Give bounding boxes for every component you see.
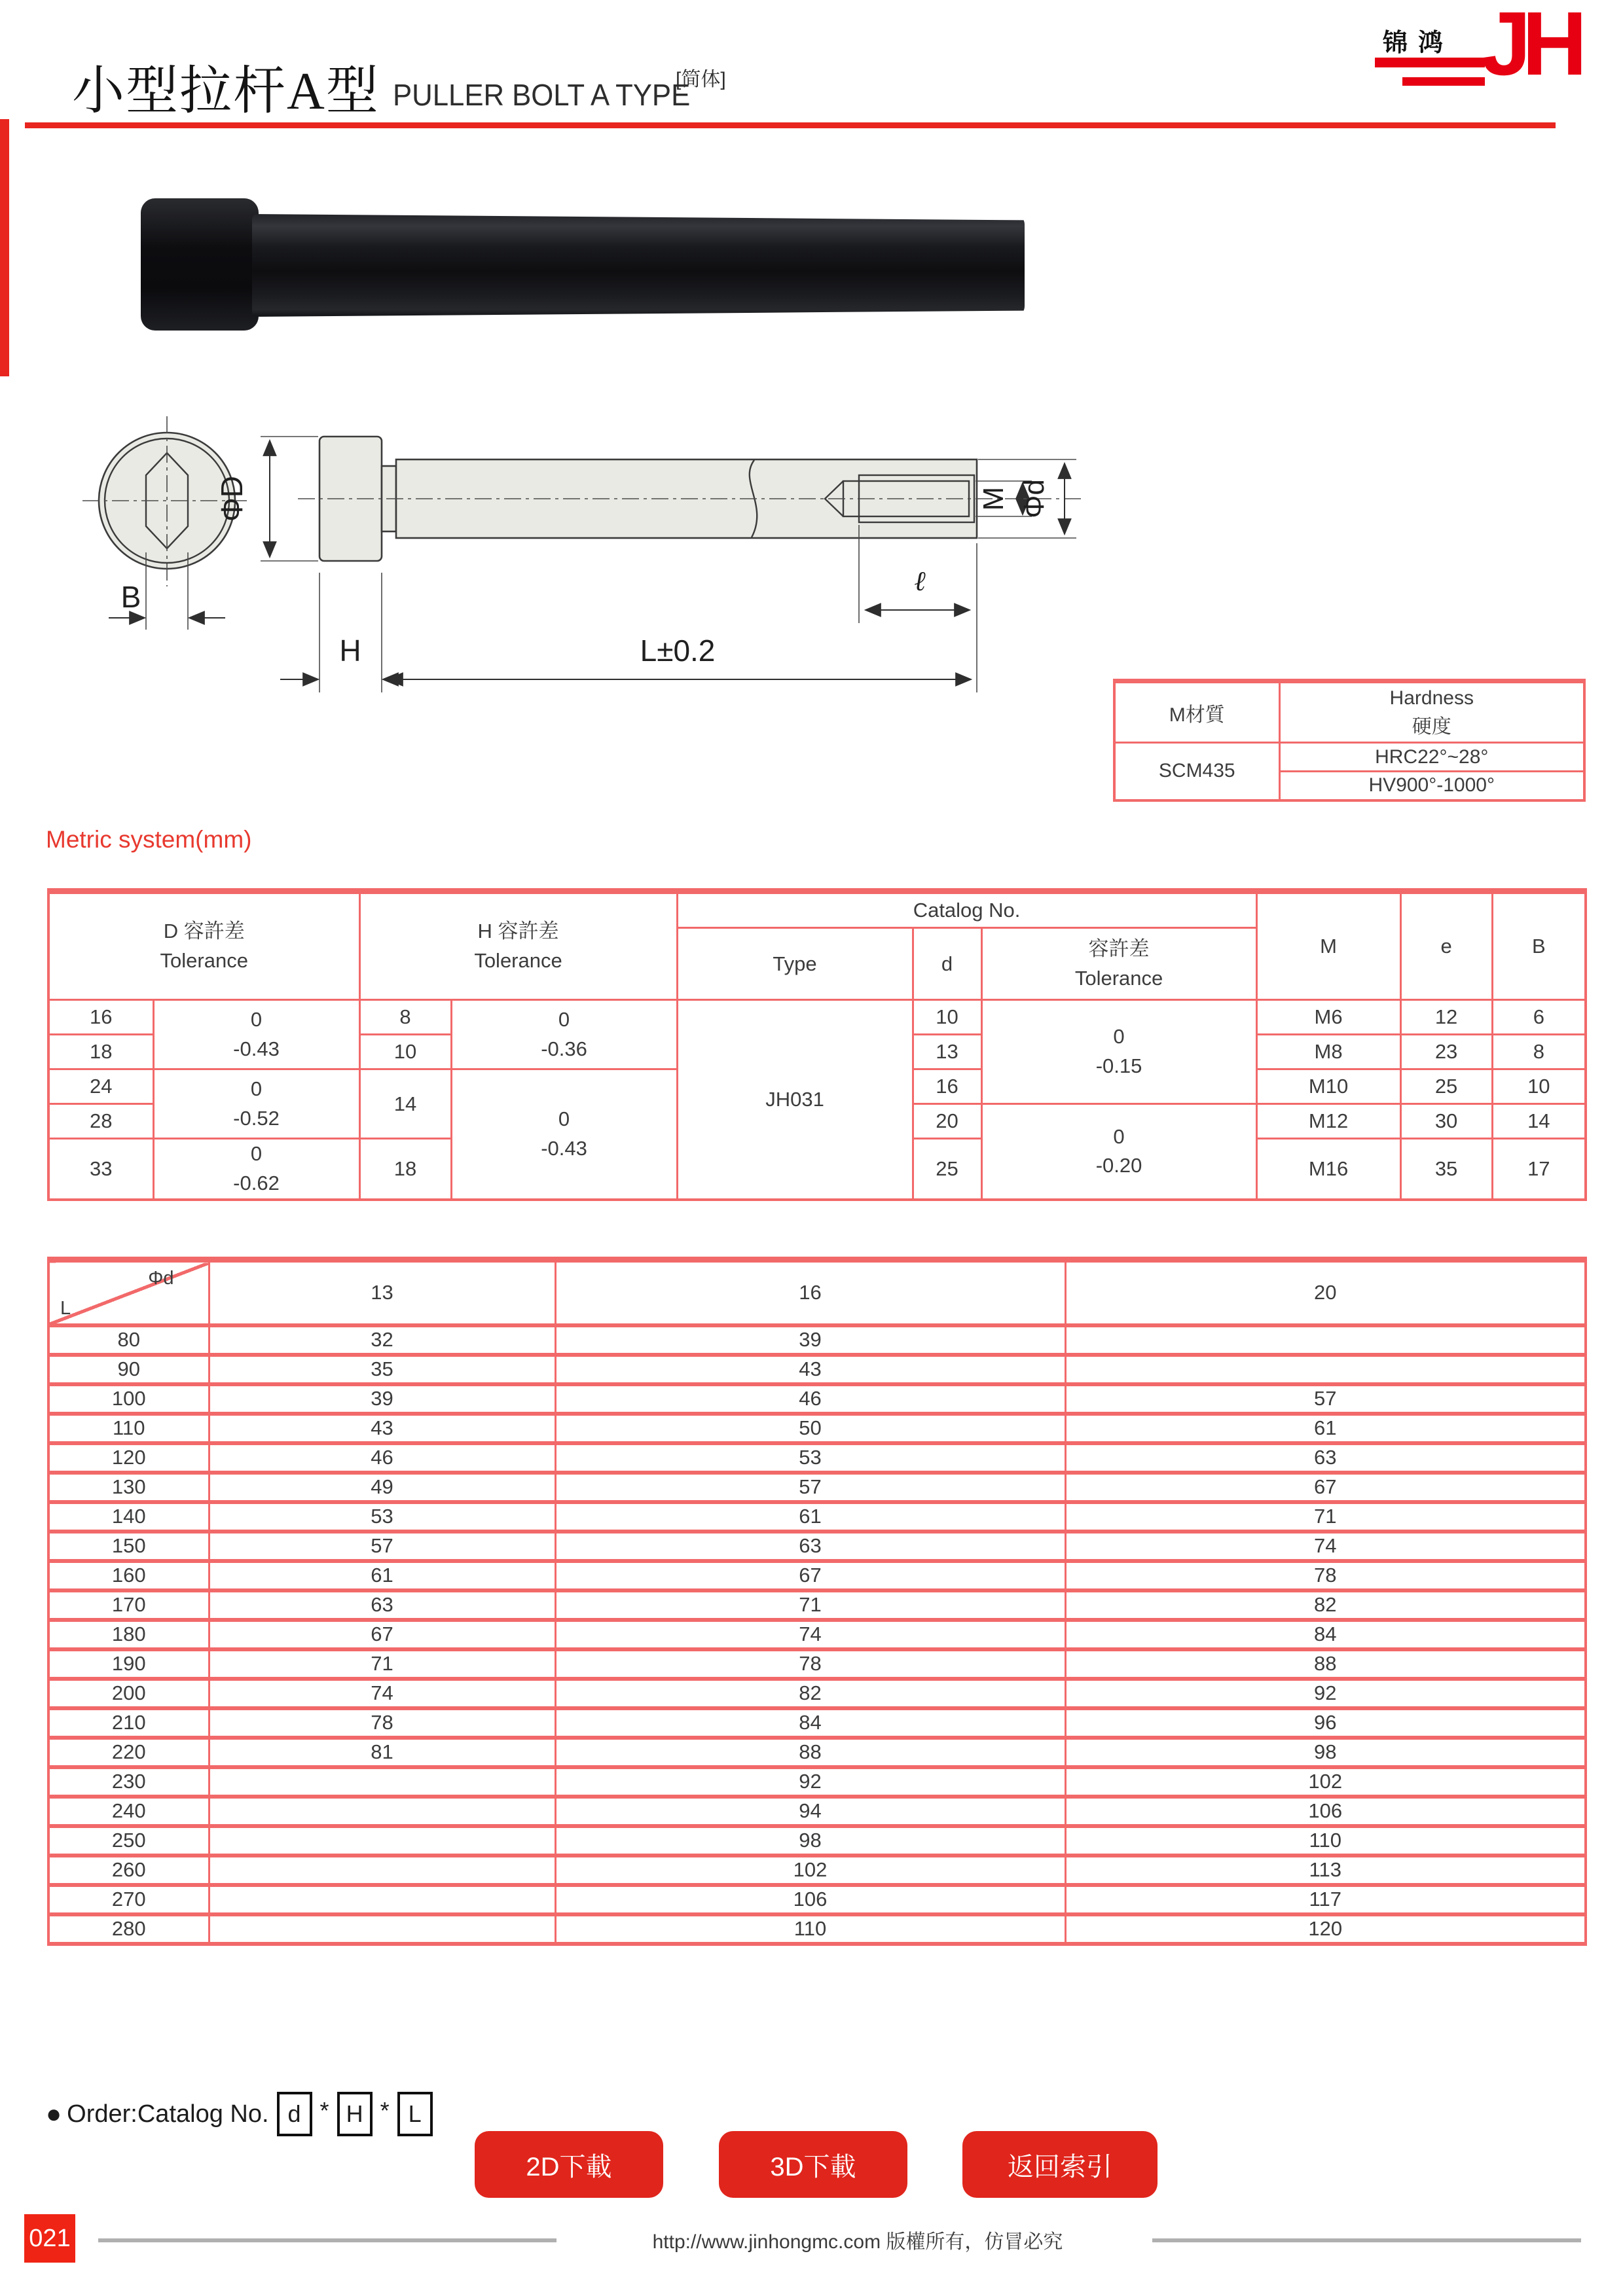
table-row <box>48 1502 1586 1532</box>
size-cell: 88 <box>1065 1649 1586 1679</box>
table-row: 16 0 -0.43 8 0 -0.36 JH031 10 0 -0.15 M6 12 6 <box>48 1000 1586 1035</box>
table-row <box>48 1708 1586 1738</box>
col-header-B: B <box>1492 891 1586 1000</box>
size-cell: 102 <box>1065 1767 1586 1797</box>
size-cell: 67 <box>555 1561 1065 1590</box>
footer-divider <box>98 2238 556 2242</box>
size-row-length: 280 <box>48 1914 209 1944</box>
col-header-type: Type <box>677 928 913 1000</box>
logo-stripe <box>1402 77 1485 86</box>
table-row <box>48 1443 1586 1473</box>
size-cell: 92 <box>1065 1679 1586 1708</box>
size-cell <box>1065 1355 1586 1384</box>
page-number-badge: 021 <box>24 2214 75 2263</box>
size-cell: 53 <box>209 1502 555 1532</box>
size-row-length: 130 <box>48 1473 209 1502</box>
hardness-header: Hardness 硬度 <box>1279 681 1584 743</box>
col-header-D-tolerance: D 容許差 Tolerance <box>48 891 359 1000</box>
size-cell: 88 <box>555 1738 1065 1767</box>
dim-label-B: B <box>120 580 141 614</box>
table-row <box>48 1384 1586 1414</box>
dim-label-H: H <box>339 634 361 668</box>
logo-stripe <box>1375 58 1485 67</box>
size-cell: 82 <box>555 1679 1065 1708</box>
size-cell: 117 <box>1065 1885 1586 1914</box>
size-cell: 106 <box>1065 1797 1586 1826</box>
size-cell: 57 <box>1065 1384 1586 1414</box>
size-row-length: 100 <box>48 1384 209 1414</box>
size-row-length: 190 <box>48 1649 209 1679</box>
size-table-body <box>48 1325 1586 1944</box>
dim-label-phid: Φd <box>1018 479 1050 518</box>
size-cell: 63 <box>1065 1443 1586 1473</box>
size-cell: 120 <box>1065 1914 1586 1944</box>
page-subtitle: PULLER BOLT A TYPE <box>393 78 691 112</box>
size-row-length: 240 <box>48 1797 209 1826</box>
order-code-L: L <box>397 2092 433 2136</box>
table-row: 18 10 13 M8 23 8 <box>48 1035 1586 1069</box>
size-row-length: 180 <box>48 1620 209 1649</box>
order-note: ● Order:Catalog No. d * H * L <box>46 2092 441 2136</box>
size-cell: 39 <box>209 1384 555 1414</box>
size-cell: 81 <box>209 1738 555 1767</box>
order-code-H: H <box>337 2092 373 2136</box>
size-row-length: 250 <box>48 1826 209 1856</box>
size-cell: 110 <box>1065 1826 1586 1856</box>
page-title: 小型拉杆A型 <box>72 63 380 120</box>
order-code-d: d <box>277 2092 312 2136</box>
size-row-length: 120 <box>48 1443 209 1473</box>
table-row <box>48 1826 1586 1856</box>
table-row <box>48 1620 1586 1649</box>
left-accent-bar <box>0 119 9 376</box>
col-header-H-tolerance: H 容許差 Tolerance <box>359 891 677 1000</box>
col-header-d-tolerance: 容許差 Tolerance <box>981 928 1256 1000</box>
size-cell: 78 <box>555 1649 1065 1679</box>
side-view <box>215 437 1082 692</box>
metric-system-label: Metric system(mm) <box>46 826 252 853</box>
size-cell: 92 <box>555 1767 1065 1797</box>
order-label: Order:Catalog No. <box>67 2100 269 2128</box>
edition-tag: [简体] <box>676 69 726 90</box>
back-to-index-button[interactable]: 返回索引 <box>962 2131 1158 2198</box>
size-cell <box>209 1797 555 1826</box>
size-row-length: 170 <box>48 1590 209 1620</box>
size-cell: 78 <box>209 1708 555 1738</box>
hardness-value: HRC22°~28° <box>1279 743 1584 772</box>
table-row <box>48 1649 1586 1679</box>
table-row <box>48 1797 1586 1826</box>
size-row-length: 80 <box>48 1325 209 1355</box>
technical-drawing <box>39 412 1113 733</box>
material-table <box>1113 679 1586 802</box>
table-row <box>48 1767 1586 1797</box>
size-cell: 67 <box>209 1620 555 1649</box>
size-row-length: 90 <box>48 1355 209 1384</box>
table-row: 24 0 -0.52 14 0 -0.43 16 M10 25 10 <box>48 1069 1586 1104</box>
size-row-length: 210 <box>48 1708 209 1738</box>
size-cell: 50 <box>555 1414 1065 1443</box>
size-row-length: 200 <box>48 1679 209 1708</box>
dim-label-M: M <box>977 486 1010 511</box>
size-cell <box>1065 1325 1586 1355</box>
size-cell: 39 <box>555 1325 1065 1355</box>
size-cell <box>209 1914 555 1944</box>
bullet-icon: ● <box>46 2099 62 2128</box>
size-row-length: 270 <box>48 1885 209 1914</box>
material-value: SCM435 <box>1114 743 1279 800</box>
size-cell: 74 <box>555 1620 1065 1649</box>
corner-L-label: L <box>60 1297 71 1319</box>
table-row <box>48 1679 1586 1708</box>
product-photo-shaft <box>252 214 1025 317</box>
size-cell: 106 <box>555 1885 1065 1914</box>
size-cell: 71 <box>1065 1502 1586 1532</box>
footer-divider <box>1152 2238 1581 2242</box>
size-cell <box>209 1826 555 1856</box>
table-row <box>48 1885 1586 1914</box>
size-cell: 46 <box>555 1384 1065 1414</box>
logo-chinese-text: 锦鸿 <box>1383 29 1454 57</box>
size-row-length: 260 <box>48 1856 209 1885</box>
size-row-length: 150 <box>48 1532 209 1561</box>
corner-cell <box>48 1260 209 1325</box>
company-logo <box>1375 0 1617 110</box>
size-cell: 32 <box>209 1325 555 1355</box>
size-cell: 61 <box>209 1561 555 1590</box>
col-header-d: d <box>913 928 981 1000</box>
table-row <box>48 1414 1586 1443</box>
table-row <box>48 1856 1586 1885</box>
size-cell: 53 <box>555 1443 1065 1473</box>
size-cell: 102 <box>555 1856 1065 1885</box>
size-cell: 110 <box>555 1914 1065 1944</box>
size-cell: 43 <box>209 1414 555 1443</box>
size-cell: 74 <box>1065 1532 1586 1561</box>
size-row-length: 220 <box>48 1738 209 1767</box>
dim-label-phiD: ΦD <box>215 476 249 522</box>
size-cell: 96 <box>1065 1708 1586 1738</box>
size-cell: 71 <box>555 1590 1065 1620</box>
size-cell: 78 <box>1065 1561 1586 1590</box>
size-cell <box>209 1856 555 1885</box>
size-row-length: 140 <box>48 1502 209 1532</box>
size-cell: 84 <box>1065 1620 1586 1649</box>
corner-phid-label: Φd <box>148 1268 174 1289</box>
copyright-text: http://www.jinhongmc.com 版權所有，仿冒必究 <box>652 2231 1063 2253</box>
size-cell: 61 <box>1065 1414 1586 1443</box>
material-header: M材質 <box>1114 681 1279 743</box>
col-header-catalog: Catalog No. <box>677 891 1256 928</box>
size-cell: 57 <box>555 1473 1065 1502</box>
end-view <box>82 416 251 630</box>
table-row <box>48 1473 1586 1502</box>
size-col-header: 20 <box>1065 1260 1586 1325</box>
size-cell: 98 <box>555 1826 1065 1856</box>
dim-label-ell: ℓ <box>914 565 926 597</box>
size-cell: 98 <box>1065 1738 1586 1767</box>
size-cell: 67 <box>1065 1473 1586 1502</box>
size-cell: 63 <box>209 1590 555 1620</box>
download-2d-button[interactable]: 2D下載 <box>475 2131 663 2198</box>
size-cell: 63 <box>555 1532 1065 1561</box>
size-cell: 82 <box>1065 1590 1586 1620</box>
table-row <box>48 1532 1586 1561</box>
size-cell: 57 <box>209 1532 555 1561</box>
size-row-length: 110 <box>48 1414 209 1443</box>
table-row <box>48 1561 1586 1590</box>
table-row <box>48 1325 1586 1355</box>
download-3d-button[interactable]: 3D下載 <box>719 2131 907 2198</box>
size-cell <box>209 1767 555 1797</box>
table-row <box>48 1738 1586 1767</box>
hardness-value: HV900°-1000° <box>1279 772 1584 800</box>
size-cell: 35 <box>209 1355 555 1384</box>
size-table <box>47 1257 1587 1946</box>
table-row <box>48 1355 1586 1384</box>
table-row <box>48 1914 1586 1944</box>
catalog-type: JH031 <box>677 1000 913 1200</box>
size-cell: 49 <box>209 1473 555 1502</box>
size-cell: 74 <box>209 1679 555 1708</box>
size-cell <box>209 1885 555 1914</box>
size-col-header: 16 <box>555 1260 1065 1325</box>
header-divider <box>25 122 1556 128</box>
size-cell: 84 <box>555 1708 1065 1738</box>
col-header-M: M <box>1256 891 1400 1000</box>
size-cell: 46 <box>209 1443 555 1473</box>
size-cell: 43 <box>555 1355 1065 1384</box>
size-cell: 94 <box>555 1797 1065 1826</box>
table-row: 33 0 -0.62 18 25 M16 35 17 <box>48 1139 1586 1200</box>
dim-label-L: L±0.2 <box>640 634 716 668</box>
table-row: 28 20 0 -0.20 M12 30 14 <box>48 1104 1586 1139</box>
size-col-header: 13 <box>209 1260 555 1325</box>
size-cell: 71 <box>209 1649 555 1679</box>
size-row-length: 160 <box>48 1561 209 1590</box>
size-row-length: 230 <box>48 1767 209 1797</box>
table-row <box>48 1590 1586 1620</box>
size-cell: 113 <box>1065 1856 1586 1885</box>
col-header-e: e <box>1400 891 1492 1000</box>
product-photo-head <box>141 198 259 331</box>
logo-jh-monogram: JH <box>1481 0 1578 94</box>
size-cell: 61 <box>555 1502 1065 1532</box>
spec-table <box>47 888 1587 1201</box>
